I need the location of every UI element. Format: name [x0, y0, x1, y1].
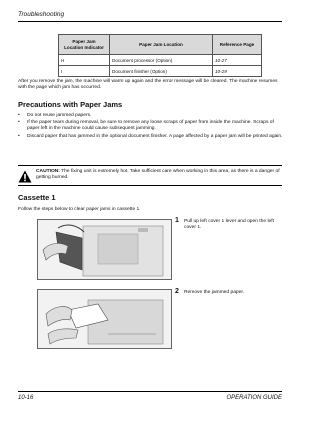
table-cell-page [213, 66, 262, 77]
caution-label: CAUTION: [36, 169, 60, 174]
paper-jam-table [58, 34, 262, 77]
table-row [59, 55, 262, 66]
bullet: • [18, 113, 20, 118]
table-cell-indicator: I [59, 66, 110, 77]
intro-paragraph: After you remove the jam, the machine will warm up again and the error message will be cleared. The machine resumes with the page which jam has occurred. [18, 79, 278, 91]
precautions-heading: Precautions with Paper Jams [18, 100, 123, 109]
caution-text [36, 169, 282, 181]
cassette-intro: Follow the steps below to clear paper jams in cassette 1. [18, 207, 141, 212]
column-header-reference [213, 35, 262, 55]
table-cell-page [213, 55, 262, 66]
reference-page-link[interactable]: 10-27 [215, 57, 227, 63]
column-header-indicator-line1: Paper Jam [72, 39, 96, 44]
precautions-list [18, 113, 284, 141]
footer-rule [18, 391, 282, 392]
remove-paper-illustration [37, 289, 172, 349]
bullet: • [18, 120, 20, 126]
table-row [59, 66, 262, 77]
list-item-text: Discard paper that has jammed in the optional document finisher. A page affected by a paper jam will be printed again. [27, 133, 283, 139]
table-cell-indicator: H [59, 55, 110, 66]
table-cell-location: Document processor (Option) [110, 55, 213, 66]
table-cell-location: Document finisher (Option) [110, 66, 213, 77]
cassette-heading: Cassette 1 [18, 193, 56, 202]
column-header-location-text: Paper Jam Location [139, 41, 183, 47]
page-number: 10-16 [18, 395, 34, 401]
caution-message: The fixing unit is extremely hot. Take sufficient care when working in this area, as there is a danger of getting burned. [36, 169, 280, 181]
step-text: Pull up left cover 1 lever and open the left cover 1. [184, 219, 274, 230]
caution-bottom-rule [18, 185, 282, 186]
column-header-reference-text: Reference Page [219, 41, 255, 47]
bullet: • [18, 133, 20, 139]
list-item [18, 113, 284, 119]
step-number: 1 [175, 217, 179, 224]
step-number: 2 [175, 288, 179, 295]
left-cover-illustration [37, 219, 172, 280]
column-header-indicator-line2: Location Indicator [64, 44, 104, 50]
step-text: Remove the jammed paper. [184, 290, 245, 295]
list-item [18, 134, 284, 140]
column-header-indicator [59, 35, 110, 55]
list-item-text: Do not reuse jammed papers. [27, 113, 92, 118]
column-header-location [110, 35, 213, 55]
header-rule [18, 21, 282, 22]
list-item-text: If the paper tears during removal, be sure to remove any loose scraps of paper from inside the machine. Scraps of paper left in the machine could cause subsequent jamming. [27, 120, 274, 132]
list-item [18, 120, 284, 132]
reference-page-link[interactable]: 10-29 [215, 68, 227, 74]
table-header-row [59, 35, 262, 55]
caution-top-rule [18, 165, 282, 166]
running-header: Troubleshooting [18, 11, 65, 18]
guide-name: OPERATION GUIDE [226, 395, 282, 401]
